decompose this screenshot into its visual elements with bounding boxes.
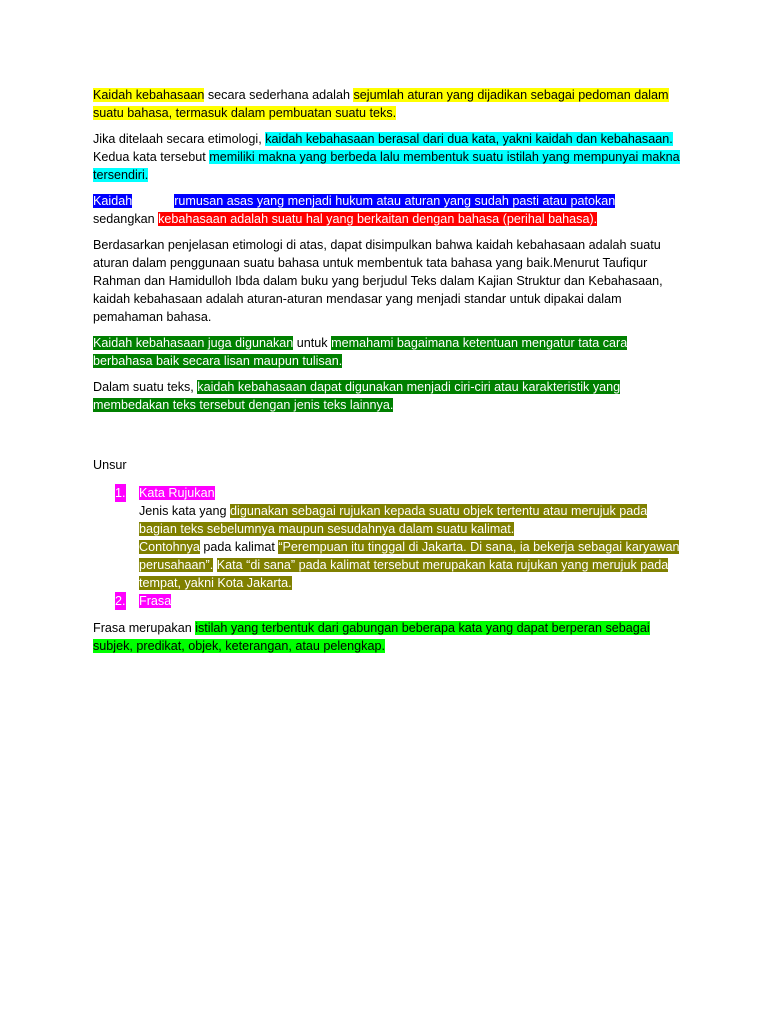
unsur-list	[93, 484, 683, 610]
highlight-meaning: memiliki makna yang berbeda lalu membentuk suatu istilah yang mempunyai makna tersendiri.	[93, 150, 680, 182]
plain-text: untuk	[293, 336, 332, 350]
paragraph-kaidah-meaning	[93, 192, 683, 228]
highlight-usage-purpose: memahami bagaimana ketentuan mengatur tata cara berbahasa baik secara lisan maupun tulisan.	[93, 336, 628, 368]
blank-line	[93, 422, 683, 456]
paragraph-definition	[93, 86, 683, 122]
list-item-label: Frasa	[139, 594, 172, 608]
highlight-origin: kaidah kebahasaan berasal dari dua kata, yakni kaidah dan kebahasaan.	[265, 132, 673, 146]
highlight-example-explanation: Kata “di sana” pada kalimat tersebut merupakan kata rujukan yang merujuk pada tempat, yakni Kota Jakarta.	[139, 558, 669, 590]
highlight-usage-term: Kaidah kebahasaan juga digunakan	[93, 336, 294, 350]
plain-text: pada kalimat	[199, 540, 279, 554]
list-item-frasa	[93, 592, 683, 610]
paragraph-text-characteristics	[93, 378, 683, 414]
plain-text: Berdasarkan penjelasan etimologi di atas, dapat disimpulkan bahwa kaidah kebahasaan adalah suatu aturan dalam penggunaan suatu bahasa untuk membentuk tata bahasa yang baik.Menurut Taufiqur Rahman dan Hamidulloh Ibda dalam buku yang berjudul Teks dalam Kajian Struktur dan Kebahasaan, kaidah kebahasaan adalah aturan-aturan mendasar yang menjadi standar untuk dipakai dalam pemahaman bahasa.	[93, 238, 663, 324]
unsur-label: Unsur	[93, 458, 127, 472]
plain-text: Jenis kata yang	[139, 504, 231, 518]
list-item-label: Kata Rujukan	[139, 486, 215, 500]
document-page	[93, 86, 683, 663]
highlight-frasa-definition: istilah yang terbentuk dari gabungan beberapa kata yang dapat berperan sebagai subjek, predikat, objek, keterangan, atau pelengkap.	[93, 621, 650, 653]
plain-text: Dalam suatu teks,	[93, 380, 198, 394]
highlight-kebahasaan-definition: kebahasaan adalah suatu hal yang berkaitan dengan bahasa (perihal bahasa).	[158, 212, 598, 226]
list-number: 1.	[115, 486, 126, 500]
highlight-kaidah: Kaidah	[93, 194, 133, 208]
paragraph-etymology	[93, 130, 683, 184]
plain-text: Frasa merupakan	[93, 621, 196, 635]
plain-text: Kedua kata tersebut	[93, 150, 210, 164]
heading-unsur	[93, 456, 683, 474]
highlight-kaidah-definition: rumusan asas yang menjadi hukum atau aturan yang sudah pasti atau patokan	[174, 194, 616, 208]
list-item-body	[93, 502, 683, 592]
paragraph-frasa	[93, 619, 683, 655]
plain-text: sedangkan	[93, 212, 159, 226]
list-item-kata-rujukan	[93, 484, 683, 502]
highlight-example-label: Contohnya	[139, 540, 200, 554]
paragraph-conclusion	[93, 236, 683, 326]
plain-text: secara sederhana adalah	[204, 88, 354, 102]
highlight-definition: sejumlah aturan yang dijadikan sebagai pedoman dalam suatu bahasa, termasuk dalam pembuatan suatu teks.	[93, 88, 669, 120]
highlight-example-sentence: “Perempuan itu tinggal di Jakarta. Di sana, ia bekerja sebagai karyawan perusahaan”.	[139, 540, 680, 572]
list-number: 2.	[115, 594, 126, 608]
plain-text: Jika ditelaah secara etimologi,	[93, 132, 266, 146]
paragraph-usage	[93, 334, 683, 370]
highlight-term: Kaidah kebahasaan	[93, 88, 205, 102]
highlight-rujukan-definition: digunakan sebagai rujukan kepada suatu objek tertentu atau merujuk pada bagian teks sebelumnya maupun sesudahnya dalam suatu kalimat.	[139, 504, 648, 536]
highlight-characteristics: kaidah kebahasaan dapat digunakan menjadi ciri-ciri atau karakteristik yang membedakan teks tersebut dengan jenis teks lainnya.	[93, 380, 621, 412]
